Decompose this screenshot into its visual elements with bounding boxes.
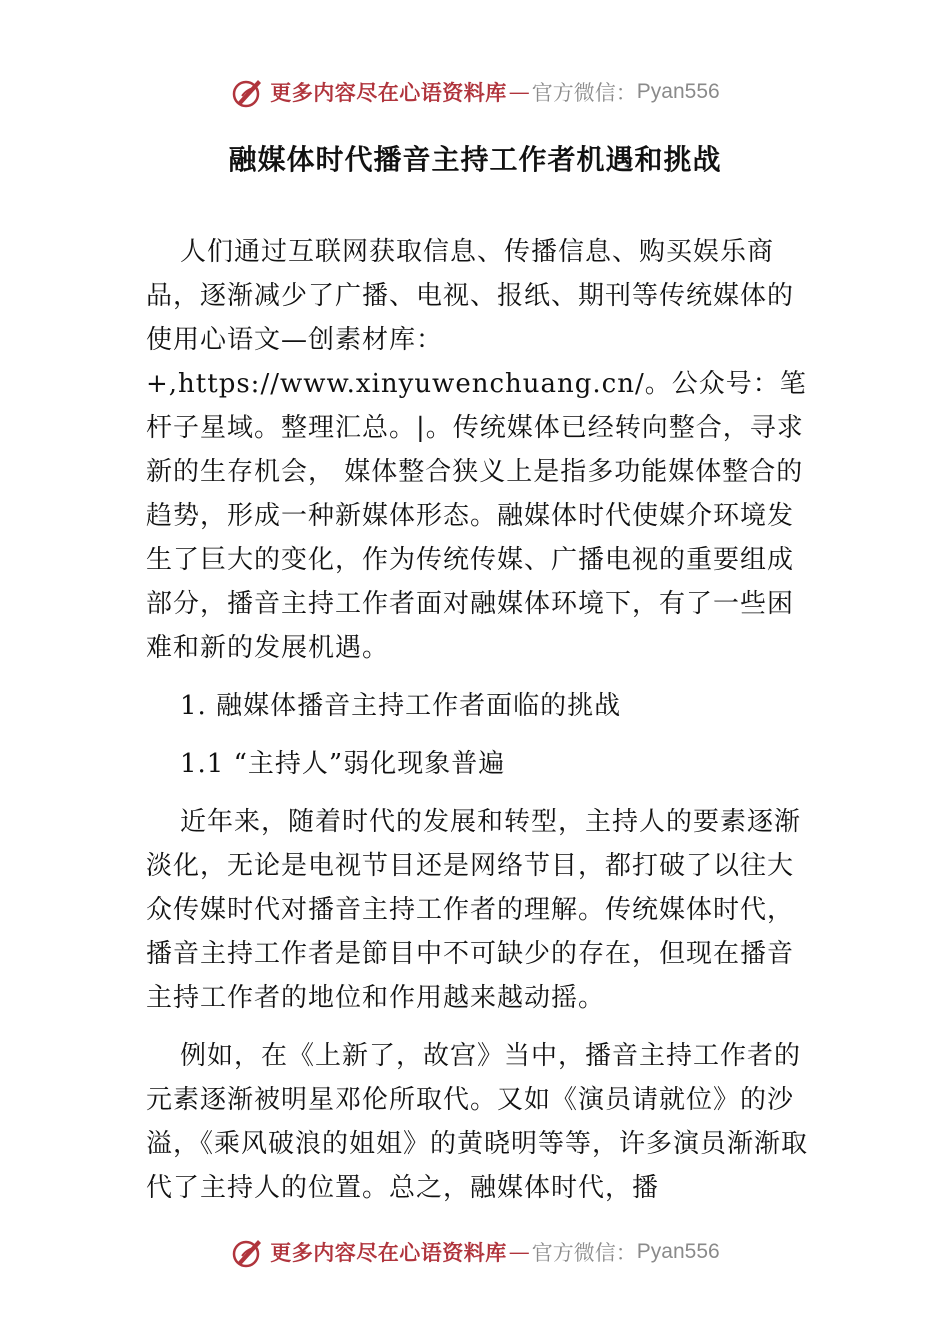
header-contact-id: Pyan556 xyxy=(636,80,720,103)
footer-contact-id: Pyan556 xyxy=(636,1240,720,1263)
footer-site-text: 更多内容尽在心语资料库 xyxy=(270,1240,507,1265)
body-paragraph: 例如，在《上新了，故宫》当中，播音主持工作者的元素逐渐被明星邓伦所取代。又如《演员请就位》的沙溢，《乘风破浪的姐姐》的黄晓明等等，许多演员渐渐取代了主持人的位置。总之，融媒体时代，播 xyxy=(146,1041,809,1203)
section-heading: 1. 融媒体播音主持工作者面临的挑战 xyxy=(180,691,622,721)
body-paragraph: 人们通过互联网获取信息、传播信息、购买娱乐商品，逐渐减少了广播、电视、报纸、期刊等传统媒体的使用心语文—创素材库：+,https://www.xinyuwenchuang.cn/。公众号：笔杆子星域。整理汇总。|。传统媒体已经转向整合，寻求新的生存机会， 媒体整合狭义上是指多功能媒体整合的趋势，形成一种新媒体形态。融媒体时代使媒介环境发生了巨大的变化，作为传统传媒、广播电视的重要组成部分，播音主持工作者面对融媒体环境下，有了一些困难和新的发展机遇。 xyxy=(146,237,807,663)
body-paragraph: 近年来，随着时代的发展和转型，主持人的要素逐渐淡化，无论是电视节目还是网络节目，都打破了以往大众传媒时代对播音主持工作者的理解。传统媒体时代，播音主持工作者是節目中不可缺少的存在，但现在播音主持工作者的地位和作用越来越动摇。 xyxy=(146,807,802,1013)
footer-watermark-banner xyxy=(0,1230,950,1274)
pen-logo-icon xyxy=(230,74,266,110)
footer-separator: — xyxy=(508,1240,530,1264)
header-watermark-banner xyxy=(0,70,950,114)
document-body xyxy=(146,230,818,1224)
header-separator: — xyxy=(508,80,530,104)
footer-contact-label: 官方微信： xyxy=(531,1241,637,1265)
document-title: 融媒体时代播音主持工作者机遇和挑战 xyxy=(228,143,722,176)
subsection-heading: 1.1 “主持人”弱化现象普遍 xyxy=(180,749,506,779)
pen-logo-icon xyxy=(230,1234,266,1270)
header-contact-label: 官方微信： xyxy=(531,81,637,105)
header-site-text: 更多内容尽在心语资料库 xyxy=(270,80,507,105)
